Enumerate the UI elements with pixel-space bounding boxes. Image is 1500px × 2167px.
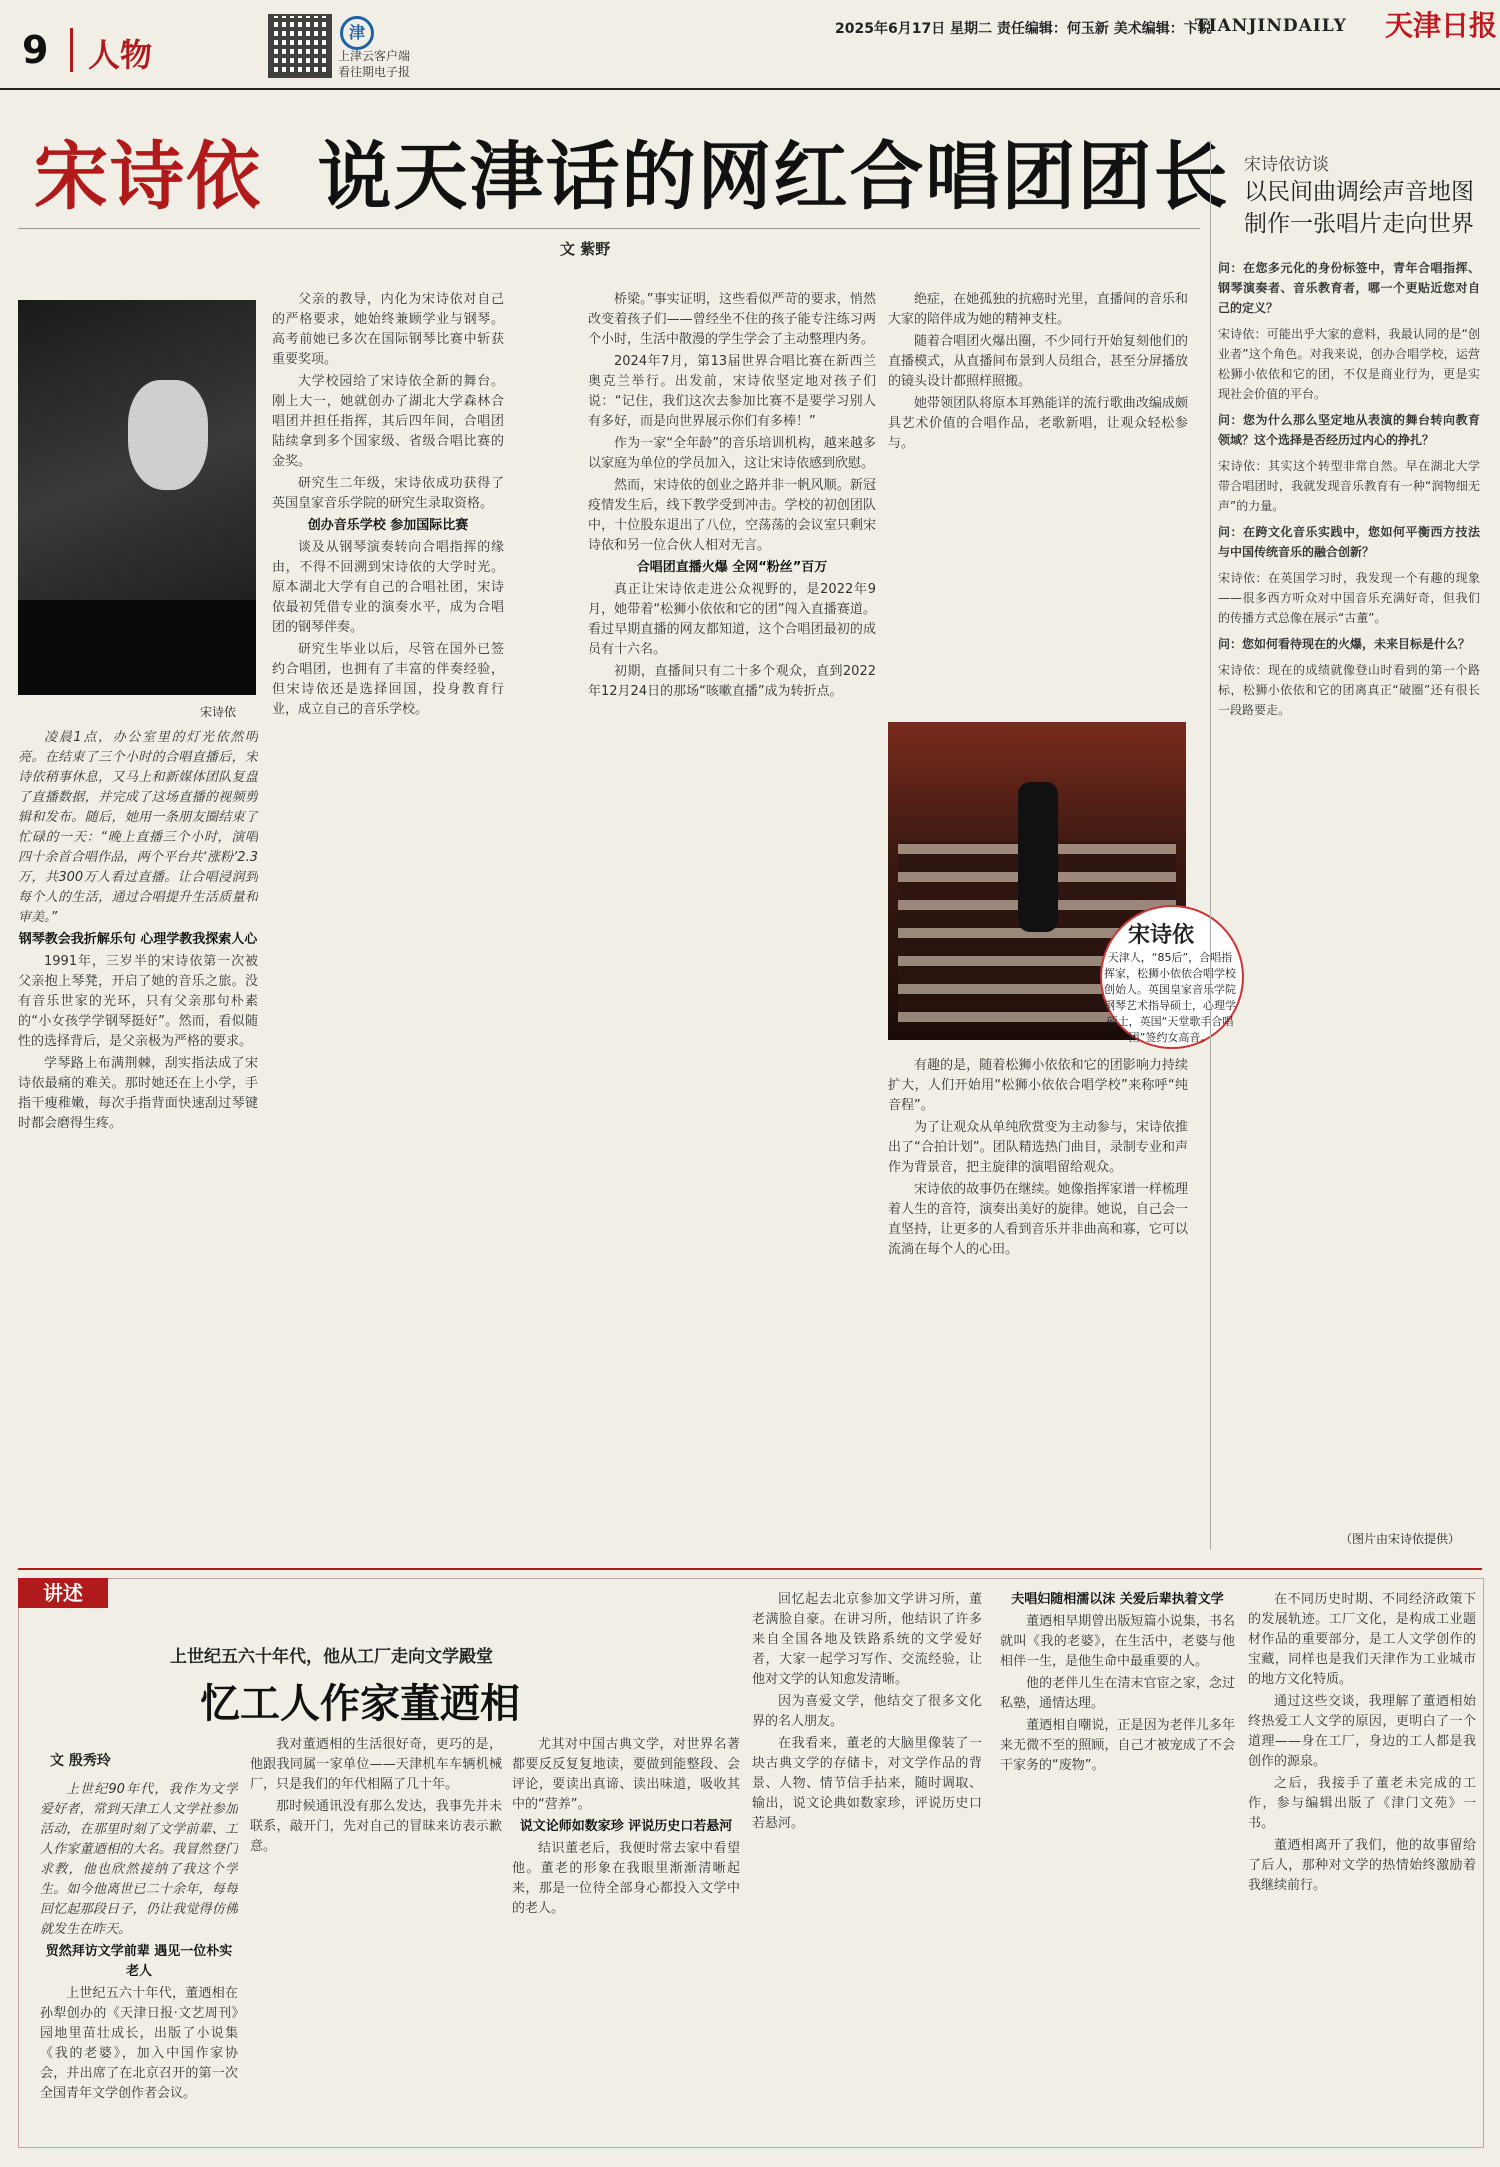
paragraph: 谈及从钢琴演奏转向合唱指挥的缘由，不得不回溯到宋诗依的大学时光。原本湖北大学有自己的合唱社团，宋诗依最初凭借专业的演奏水平，成为合唱团的钢琴伴奏。 bbox=[272, 540, 504, 635]
paragraph: 结识董老后，我便时常去家中看望他。董老的形象在我眼里渐渐清晰起来，那是一位待全部身心都投入文学中的老人。 bbox=[512, 1841, 740, 1916]
interview-question: 问：在您多元化的身份标签中，青年合唱指挥、钢琴演奏者、音乐教育者，哪一个更贴近您对自己的定义？ bbox=[1218, 261, 1480, 315]
paragraph: 桥梁。”事实证明，这些看似严苛的要求，悄然改变着孩子们——曾经坐不住的孩子能专注练习两个小时，生活中散漫的学生学会了主动整理内务。 bbox=[588, 292, 876, 347]
interview-title-line2: 制作一张唱片走向世界 bbox=[1244, 211, 1474, 237]
subhead-2: 创办音乐学校 参加国际比赛 bbox=[307, 518, 469, 533]
paragraph: 董迺相早期曾出版短篇小说集，书名就叫《我的老婆》，在生活中，老婆与他相伴一生，是他生命中最重要的人。 bbox=[1000, 1614, 1235, 1669]
paragraph: 之后，我接手了董老未完成的工作，参与编辑出版了《津门文苑》一书。 bbox=[1248, 1776, 1476, 1831]
interview-question: 问：您如何看待现在的火爆，未来目标是什么？ bbox=[1218, 637, 1471, 651]
portrait-face bbox=[128, 380, 208, 490]
article-headline bbox=[34, 118, 1230, 224]
interview-title bbox=[1244, 176, 1474, 240]
paragraph: 有趣的是，随着松狮小依依和它的团影响力持续扩大，人们开始用“松狮小依依合唱学校”来称呼“纯音程”。 bbox=[888, 1058, 1188, 1113]
photo-credit: （图片由宋诗依提供） bbox=[1340, 1532, 1461, 1546]
article2-byline: 文 殷秀玲 bbox=[50, 1753, 111, 1769]
article-byline: 文 紫野 bbox=[560, 240, 611, 258]
article2-subhead-1: 贸然拜访文学前辈 遇见一位朴实老人 bbox=[45, 1944, 233, 1979]
paragraph: 通过这些交谈，我理解了董迺相始终热爱工人文学的原因，更明白了一个道理——身在工厂，身边的工人都是我创作的源泉。 bbox=[1248, 1694, 1476, 1769]
page-number: 9 bbox=[22, 28, 49, 72]
paragraph: 绝症，在她孤独的抗癌时光里，直播间的音乐和大家的陪伴成为她的精神支柱。 bbox=[888, 292, 1188, 327]
subhead-3: 合唱团直播火爆 全网“粉丝”百万 bbox=[636, 560, 828, 575]
paragraph: 1991年，三岁半的宋诗依第一次被父亲抱上琴凳，开启了她的音乐之旅。没有音乐世家的光环，只有父亲那句朴素的“小女孩学学钢琴挺好”。然而，看似随性的选择背后，是父亲极为严格的要求。 bbox=[18, 954, 258, 1049]
article2-column-3 bbox=[512, 1735, 740, 2140]
section-title: 人物 bbox=[88, 36, 153, 74]
paper-name-en: TIANJINDAILY bbox=[1195, 16, 1347, 36]
paragraph: 上世纪五六十年代，董迺相在孙犁创办的《天津日报·文艺周刊》园地里苗壮成长，出版了小说集《我的老婆》，加入中国作家协会，并出席了在北京召开的第一次全国青年文学创作者会议。 bbox=[40, 1986, 238, 2101]
article2-column-4 bbox=[752, 1590, 982, 2140]
article-column-5 bbox=[888, 1056, 1188, 1546]
interview-answer: 宋诗依：在英国学习时，我发现一个有趣的现象——很多西方听众对中国音乐充满好奇，但我们的传播方式总像在展示“古董”。 bbox=[1218, 571, 1480, 625]
paragraph: 董迺相自嘲说，正是因为老伴儿多年来无微不至的照顾，自己才被宠成了不会干家务的“废物”。 bbox=[1000, 1718, 1235, 1773]
article2-column-2 bbox=[250, 1735, 502, 2140]
paragraph: 因为喜爱文学，他结交了很多文化界的名人朋友。 bbox=[752, 1694, 982, 1729]
paragraph: 回忆起去北京参加文学讲习所，董老满脸自豪。在讲习所，他结识了许多来自全国各地及铁路系统的文学爱好者，大家一起学习写作、交流经验，让他对文学的认知愈发清晰。 bbox=[752, 1592, 982, 1687]
issue-meta: 2025年6月17日 星期二 责任编辑：何玉新 美术编辑：卞锐 bbox=[835, 21, 1212, 37]
article2-column-5 bbox=[1000, 1590, 1235, 2140]
article2-title: 忆工人作家董迺相 bbox=[200, 1681, 520, 1727]
paper-brand-logo: 天津日报 bbox=[1385, 9, 1498, 42]
paragraph: 研究生二年级，宋诗依成功获得了英国皇家音乐学院的研究生录取资格。 bbox=[272, 476, 504, 511]
header-divider bbox=[70, 28, 73, 72]
paragraph: 我对董迺相的生活很好奇，更巧的是，他跟我同属一家单位——天津机车车辆机械厂，只是我们的年代相隔了几十年。 bbox=[250, 1737, 502, 1792]
interview-title-line1: 以民间曲调绘声音地图 bbox=[1244, 179, 1474, 205]
section-divider bbox=[18, 1568, 1482, 1570]
paragraph: 她带领团队将原本耳熟能详的流行歌曲改编成颇具艺术价值的合唱作品，老歌新唱，让观众轻松参与。 bbox=[888, 396, 1188, 451]
qr-code-icon[interactable] bbox=[268, 14, 332, 78]
interview-question: 问：在跨文化音乐实践中，您如何平衡西方技法与中国传统音乐的融合创新？ bbox=[1218, 525, 1480, 559]
headline-text: 说天津话的网红合唱团团长 bbox=[317, 134, 1230, 220]
paragraph: 宋诗依的故事仍在继续。她像指挥家谱一样梳理着人生的音符，演奏出美好的旋律。她说，自己会一直坚持，让更多的人看到音乐并非曲高和寡，它可以流淌在每个人的心田。 bbox=[888, 1182, 1188, 1257]
article-column-1 bbox=[18, 728, 258, 1528]
interview-kicker: 宋诗依访谈 bbox=[1244, 155, 1329, 175]
article2-subtitle: 上世纪五六十年代，他从工厂走向文学殿堂 bbox=[170, 1647, 493, 1667]
subhead-1: 钢琴教会我折解乐句 心理学教我探索人心 bbox=[18, 932, 258, 947]
article2-column-6 bbox=[1248, 1590, 1476, 2140]
paragraph: 学琴路上布满荆棘，刮实指法成了宋诗依最痛的难关。那时她还在上小学，手指干瘦稚嫩，每次手指背面快速刮过琴键时都会磨得生疼。 bbox=[18, 1056, 258, 1131]
article-intro: 凌晨1点，办公室里的灯光依然明亮。在结束了三个小时的合唱直播后，宋诗依稍事休息，又马上和新媒体团队复盘了直播数据，并完成了这场直播的视频剪辑和发布。随后，她用一条朋友圈结束了忙碌的一天：“晚上直播三个小时，演唱四十余首合唱作品，两个平台共‘涨粉’2.3万，共300万人看过直播。让合唱浸润到每个人的生活，通过合唱提升生活质量和审美。” bbox=[18, 730, 258, 925]
paragraph: 父亲的教导，内化为宋诗依对自己的严格要求，她始终兼顾学业与钢琴。高考前她已多次在国际钢琴比赛中斩获重要奖项。 bbox=[272, 292, 504, 367]
photo-caption: 宋诗依 bbox=[200, 705, 237, 719]
paragraph: 那时候通讯没有那么发达，我事先并未联系，敲开门，先对自己的冒昧来访表示歉意。 bbox=[250, 1799, 502, 1854]
conductor-figure bbox=[1018, 782, 1058, 932]
page-header bbox=[0, 0, 1500, 90]
app-promo-line2: 看往期电子报 bbox=[338, 65, 411, 79]
article2-column-1 bbox=[40, 1780, 238, 2140]
column-tag: 讲述 bbox=[18, 1578, 108, 1608]
article2-subhead-3: 夫唱妇随相濡以沫 关爱后辈执着文学 bbox=[1011, 1592, 1224, 1607]
piano-shape bbox=[18, 600, 256, 695]
paragraph: 初期，直播间只有二十多个观众，直到2022年12月24日的那场“咳嗽直播”成为转折点。 bbox=[588, 664, 876, 699]
paragraph: 研究生毕业以后，尽管在国外已签约合唱团，也拥有了丰富的伴奏经验，但宋诗依还是选择回国，投身教育行业，成立自己的音乐学校。 bbox=[272, 642, 504, 717]
app-promo bbox=[338, 48, 410, 80]
paragraph: 在我看来，董老的大脑里像装了一块古典文学的存储卡，对文学作品的背景、人物、情节信手拈来，随时调取、输出，说文论典如数家珍，评说历史口若悬河。 bbox=[752, 1736, 982, 1831]
paragraph: 尤其对中国古典文学，对世界名著都要反反复复地读，要做到能整段、会评论，要读出真谛、读出味道，吸收其中的“营养”。 bbox=[512, 1737, 740, 1812]
interview-question: 问：您为什么那么坚定地从表演的舞台转向教育领域？这个选择是否经历过内心的挣扎？ bbox=[1218, 413, 1480, 447]
paragraph: 作为一家“全年龄”的音乐培训机构，越来越多以家庭为单位的学员加入，这让宋诗依感到欣慰。 bbox=[588, 436, 876, 471]
article2-subhead-2: 说文论师如数家珍 评说历史口若悬河 bbox=[519, 1819, 733, 1834]
app-logo-icon: 津 bbox=[340, 16, 374, 50]
app-promo-line1: 上津云客户端 bbox=[338, 49, 411, 63]
paragraph: 随着合唱团火爆出圈，不少同行开始复刻他们的直播模式，从直播间布景到人员组合，甚至分屏播放的镜头设计都照样照搬。 bbox=[888, 334, 1188, 389]
portrait-photo bbox=[18, 300, 256, 695]
paragraph: 他的老伴儿生在清末官宦之家，念过私塾，通情达理。 bbox=[1000, 1676, 1235, 1711]
headline-name: 宋诗依 bbox=[34, 134, 262, 220]
paragraph: 为了让观众从单纯欣赏变为主动参与，宋诗依推出了“合拍计划”。团队精选热门曲目，录制专业和声作为背景音，把主旋律的演唱留给观众。 bbox=[888, 1120, 1188, 1175]
paragraph: 然而，宋诗依的创业之路并非一帆风顺。新冠疫情发生后，线下教学受到冲击。学校的初创团队中，十位股东退出了八位，空荡荡的会议室只剩宋诗依和另一位合伙人相对无言。 bbox=[588, 478, 876, 553]
article-column-4 bbox=[888, 290, 1188, 710]
profile-badge-text: 天津人，“85后”，合唱指挥家，松狮小依依合唱学校创始人。英国皇家音乐学院钢琴艺术指导硕士，心理学硕士，英国“天堂歌手合唱团”签约女高音。 bbox=[1104, 951, 1236, 1044]
profile-badge-name: 宋诗依 bbox=[1128, 923, 1195, 948]
article-column-3 bbox=[588, 290, 876, 1555]
interview-body bbox=[1218, 258, 1480, 726]
interview-answer: 宋诗依：其实这个转型非常自然。早在湖北大学带合唱团时，我就发现音乐教育有一种“润物细无声”的力量。 bbox=[1218, 459, 1480, 513]
interview-answer: 宋诗依：可能出乎大家的意料，我最认同的是“创业者”这个角色。对我来说，创办合唱学校，运营松狮小依依和它的团，不仅是商业行为，更是实现社会价值的平台。 bbox=[1218, 327, 1480, 401]
article2-intro: 上世纪90年代，我作为文学爱好者，常到天津工人文学社参加活动，在那里时刻了文学前辈、工人作家董迺相的大名。我冒然登门求教，他也欣然接纳了我这个学生。如今他离世已二十余年，每每回忆起那段日子，仍让我觉得仿佛就发生在昨天。 bbox=[40, 1782, 238, 1937]
paragraph: 大学校园给了宋诗依全新的舞台。刚上大一，她就创办了湖北大学森林合唱团并担任指挥，其后四年间，合唱团陆续拿到多个国家级、省级合唱比赛的金奖。 bbox=[272, 374, 504, 469]
paragraph: 董迺相离开了我们，他的故事留给了后人，那种对文学的热情始终激励着我继续前行。 bbox=[1248, 1838, 1476, 1893]
paragraph: 真正让宋诗依走进公众视野的，是2022年9月，她带着“松狮小依依和它的团”闯入直播赛道。看过早期直播的网友都知道，这个合唱团最初的成员有十六名。 bbox=[588, 582, 876, 657]
paragraph: 2024年7月，第13届世界合唱比赛在新西兰奥克兰举行。出发前，宋诗依坚定地对孩子们说：“记住，我们这次去参加比赛不是要学习别人有多好，而是向世界展示你们有多棒！” bbox=[588, 354, 876, 429]
headline-rule bbox=[18, 228, 1200, 229]
article-column-2 bbox=[272, 290, 504, 1555]
interview-answer: 宋诗依：现在的成绩就像登山时看到的第一个路标，松狮小依依和它的团离真正“破圈”还有很长一段路要走。 bbox=[1218, 663, 1480, 717]
paragraph: 在不同历史时期、不同经济政策下的发展轨迹。工厂文化，是构成工业题材作品的重要部分，是工人文学创作的宝藏，同样也是我们天津作为工业城市的地方文化特质。 bbox=[1248, 1592, 1476, 1687]
